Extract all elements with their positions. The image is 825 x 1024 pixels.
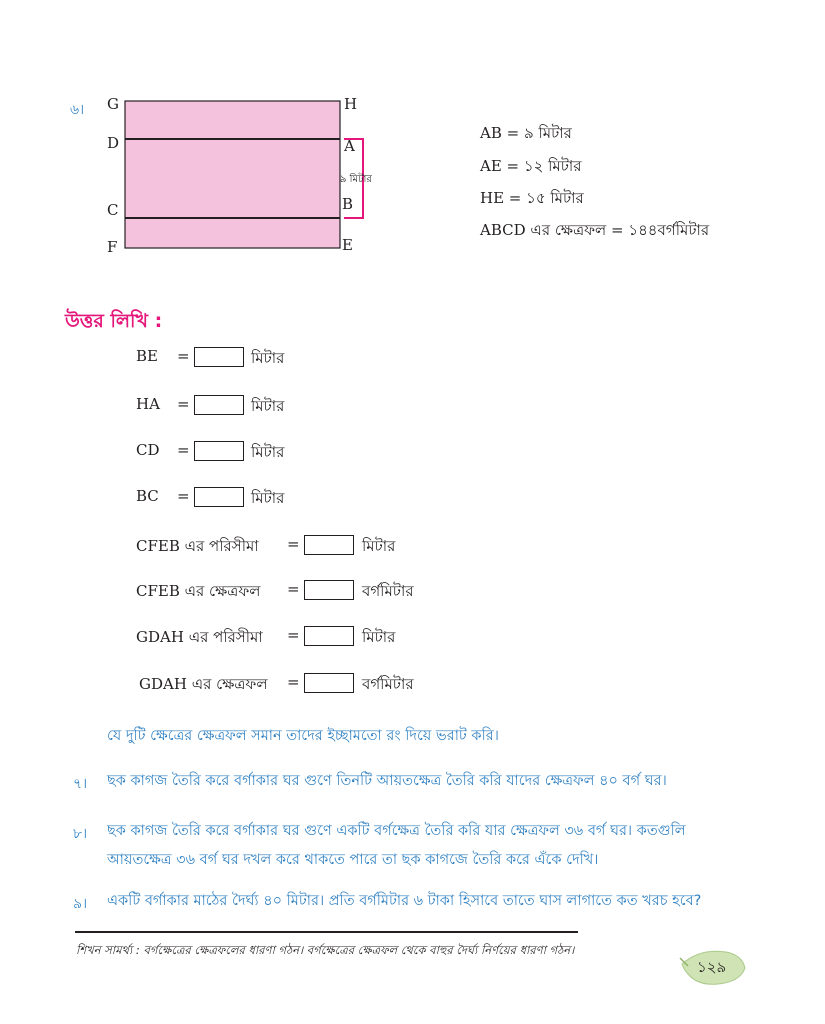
- answer-label-BE: BE: [136, 347, 158, 365]
- problem-number-9: ৯।: [73, 896, 88, 912]
- label-A: A: [344, 137, 355, 155]
- answer-unit-CFEB-perimeter: মিটার: [362, 537, 396, 555]
- answer-label-CD: CD: [136, 441, 160, 459]
- answer-eq-BE: =: [177, 347, 190, 365]
- answer-box-CFEB-perimeter[interactable]: [304, 535, 354, 555]
- answer-box-BC[interactable]: [194, 487, 244, 507]
- footer-divider: [75, 931, 578, 933]
- given-AB: AB = ৯ মিটার: [480, 124, 572, 142]
- answer-unit-CD: মিটার: [251, 443, 285, 461]
- answer-eq-CFEB-area: =: [287, 580, 300, 598]
- answer-eq-HA: =: [177, 395, 190, 413]
- answer-box-HA[interactable]: [194, 395, 244, 415]
- answer-unit-HA: মিটার: [251, 397, 285, 415]
- answer-unit-GDAH-perimeter: মিটার: [362, 628, 396, 646]
- label-B: B: [342, 195, 354, 213]
- answer-unit-BC: মিটার: [251, 489, 285, 507]
- problem-8-text-line1: ছক কাগজ তৈরি করে বর্গাকার ঘর গুণে একটি বর্গক্ষেত্র তৈরি করি যার ক্ষেত্রফল ৩৬ বর্গ ঘর। কতগুলি: [107, 823, 686, 839]
- answer-box-GDAH-perimeter[interactable]: [304, 626, 354, 646]
- answer-box-CD[interactable]: [194, 441, 244, 461]
- learning-outcome-note: শিখন সামর্থ্য : বর্গক্ষেত্রের ক্ষেত্রফলের ধারণা গঠন। বর্গক্ষেত্রের ক্ষেত্রফল থেকে বাহুর দৈর্ঘ্য নির্ণয়ের ধারণা গঠন।: [76, 943, 575, 957]
- given-ABCD-area: ABCD এর ক্ষেত্রফল = ১৪৪বর্গমিটার: [480, 221, 710, 239]
- given-AE: AE = ১২ মিটার: [480, 157, 582, 175]
- answer-label-GDAH-area: GDAH এর ক্ষেত্রফল: [139, 675, 268, 693]
- problem-number-7: ৭।: [73, 776, 88, 792]
- problem-8-text-line2: আয়তক্ষেত্র ৩৬ বর্গ ঘর দখল করে থাকতে পারে তা ছক কাগজে তৈরি করে এঁকে দেখি।: [107, 852, 599, 868]
- color-instruction: যে দুটি ক্ষেত্রের ক্ষেত্রফল সমান তাদের ইচ্ছামতো রং দিয়ে ভরাট করি।: [107, 728, 499, 744]
- problem-number-8: ৮।: [73, 826, 88, 842]
- label-C: C: [107, 201, 119, 219]
- label-H: H: [344, 95, 358, 113]
- answer-eq-CFEB-perimeter: =: [287, 535, 300, 553]
- answer-heading: উত্তর লিখি :: [65, 310, 163, 332]
- answer-box-GDAH-area[interactable]: [304, 673, 354, 693]
- answer-eq-GDAH-area: =: [287, 673, 300, 691]
- label-G: G: [107, 95, 119, 113]
- answer-label-BC: BC: [136, 487, 159, 505]
- answer-label-CFEB-perimeter: CFEB এর পরিসীমা: [136, 537, 259, 555]
- answer-eq-GDAH-perimeter: =: [287, 626, 300, 644]
- given-HE: HE = ১৫ মিটার: [480, 189, 584, 207]
- dimension-label: ৯ মিটার: [340, 174, 372, 185]
- label-E: E: [342, 236, 353, 254]
- problem-9-text: একটি বর্গাকার মাঠের দৈর্ঘ্য ৪০ মিটার। প্রতি বর্গমিটার ৬ টাকা হিসাবে তাতে ঘাস লাগাতে কত খরচ হবে?: [107, 893, 702, 909]
- answer-eq-CD: =: [177, 441, 190, 459]
- problem-7-text: ছক কাগজ তৈরি করে বর্গাকার ঘর গুণে তিনটি আয়তক্ষেত্র তৈরি করি যাদের ক্ষেত্রফল ৪০ বর্গ ঘর।: [107, 773, 667, 789]
- answer-label-CFEB-area: CFEB এর ক্ষেত্রফল: [136, 582, 261, 600]
- page-number: ১২৯: [697, 958, 727, 976]
- answer-label-HA: HA: [136, 395, 160, 413]
- answer-label-GDAH-perimeter: GDAH এর পরিসীমা: [136, 628, 263, 646]
- answer-unit-BE: মিটার: [251, 349, 285, 367]
- answer-box-CFEB-area[interactable]: [304, 580, 354, 600]
- label-F: F: [107, 238, 118, 256]
- problem-number: ৬।: [70, 102, 85, 118]
- label-D: D: [107, 134, 120, 152]
- answer-eq-BC: =: [177, 487, 190, 505]
- answer-unit-GDAH-area: বর্গমিটার: [362, 675, 414, 693]
- rectangle-fill: [125, 101, 340, 248]
- answer-box-BE[interactable]: [194, 347, 244, 367]
- answer-unit-CFEB-area: বর্গমিটার: [362, 582, 414, 600]
